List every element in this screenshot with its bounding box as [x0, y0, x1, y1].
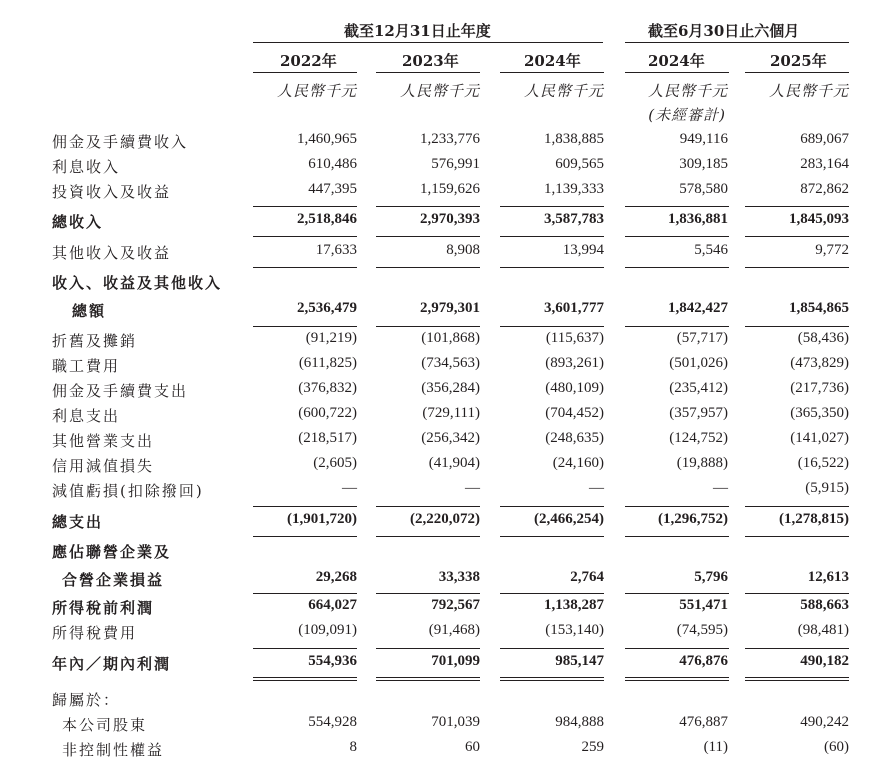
cell-other-operating-expense-1: (256,342) [421, 430, 480, 446]
cell-total-revenue-other-1: 2,979,301 [420, 300, 480, 316]
cell-staff-costs-2: (893,261) [545, 355, 604, 371]
row-label-non-controlling-interests: 非控制性權益 [62, 741, 165, 759]
cell-income-tax-3: (74,595) [676, 622, 728, 638]
rule-below-total-revenue-2 [500, 236, 604, 237]
rule-above-profit-3 [625, 648, 729, 649]
cell-profit-before-tax-0: 664,027 [308, 597, 357, 613]
cell-staff-costs-1: (734,563) [421, 355, 480, 371]
cell-other-income-0: 17,633 [315, 242, 357, 258]
cell-depreciation-3: (57,717) [676, 330, 728, 346]
row-label-depreciation: 折舊及攤銷 [52, 332, 138, 350]
cell-total-revenue-other-3: 1,842,427 [668, 300, 728, 316]
year-rule-2024b [625, 72, 729, 73]
cell-credit-impairment-1: (41,904) [428, 455, 480, 471]
rule-above-profit-4 [745, 648, 849, 649]
cell-commission-expense-1: (356,284) [421, 380, 480, 396]
cell-investment-income-2: 1,139,333 [544, 181, 604, 197]
cell-other-operating-expense-4: (141,027) [790, 430, 849, 446]
cell-total-expenses-2: (2,466,254) [534, 511, 604, 527]
rule-below-other-income-1 [376, 267, 480, 268]
cell-profit-before-tax-3: 551,471 [679, 597, 728, 613]
row-label-share-of-associates: 應佔聯營企業及 [52, 543, 172, 561]
cell-profit-for-period-2: 985,147 [555, 653, 604, 669]
unit-label-2022: 人民幣千元 [276, 82, 357, 100]
unit-label-2024b: 人民幣千元 [647, 82, 728, 100]
cell-staff-costs-4: (473,829) [790, 355, 849, 371]
rule-below-share-associates-4 [745, 593, 849, 594]
cell-commission-expense-2: (480,109) [545, 380, 604, 396]
rule-below-share-associates-1 [376, 593, 480, 594]
row-label-income-tax: 所得稅費用 [52, 624, 138, 642]
cell-commission-expense-4: (217,736) [790, 380, 849, 396]
cell-owners-of-company-4: 490,242 [800, 714, 849, 730]
cell-total-revenue-1: 2,970,393 [420, 211, 480, 227]
cell-impairment-losses-1: — [465, 480, 480, 496]
rule-below-profit-2 [500, 677, 604, 678]
row-label-total-expenses: 總支出 [52, 513, 104, 531]
rule-below-other-income-2 [500, 267, 604, 268]
rule-below-share-associates-2 [500, 593, 604, 594]
rule-below-profit-2 [500, 680, 604, 681]
rule-below-profit-0 [253, 680, 357, 681]
cell-total-revenue-other-0: 2,536,479 [297, 300, 357, 316]
cell-interest-expense-3: (357,957) [669, 405, 728, 421]
cell-interest-expense-1: (729,111) [422, 405, 480, 421]
rule-below-profit-3 [625, 680, 729, 681]
rule-below-total-revenue-other-4 [745, 326, 849, 327]
row-label-commission-expense: 佣金及手續費支出 [52, 382, 189, 400]
row-label-profit-before-tax: 所得稅前利潤 [52, 599, 155, 617]
unit-label-2023: 人民幣千元 [399, 82, 480, 100]
cell-depreciation-4: (58,436) [797, 330, 849, 346]
cell-impairment-losses-3: — [713, 480, 728, 496]
row-label-staff-costs: 職工費用 [52, 357, 121, 375]
cell-profit-for-period-1: 701,099 [431, 653, 480, 669]
cell-total-expenses-0: (1,901,720) [287, 511, 357, 527]
unaudited-label: (未經審計) [648, 106, 726, 124]
cell-credit-impairment-3: (19,888) [676, 455, 728, 471]
rule-above-total-revenue-1 [376, 206, 480, 207]
row-label-profit-for-period: 年內／期內利潤 [52, 655, 172, 673]
cell-total-revenue-other-4: 1,854,865 [789, 300, 849, 316]
cell-total-revenue-other-2: 3,601,777 [544, 300, 604, 316]
year-header-2024b: 2024年 [648, 52, 705, 70]
rule-above-total-expenses-1 [376, 506, 480, 507]
cell-other-income-3: 5,546 [694, 242, 728, 258]
row-label-interest-expense: 利息支出 [52, 407, 121, 425]
cell-interest-expense-0: (600,722) [298, 405, 357, 421]
row-label-other-income: 其他收入及收益 [52, 244, 172, 262]
cell-income-tax-1: (91,468) [428, 622, 480, 638]
rule-below-other-income-0 [253, 267, 357, 268]
cell-owners-of-company-3: 476,887 [679, 714, 728, 730]
rule-below-profit-1 [376, 680, 480, 681]
rule-above-profit-2 [500, 648, 604, 649]
cell-total-expenses-4: (1,278,815) [779, 511, 849, 527]
row-label-commission-income: 佣金及手續費收入 [52, 133, 189, 151]
cell-staff-costs-0: (611,825) [298, 355, 357, 371]
row-label-interest-income: 利息收入 [52, 158, 121, 176]
cell-share-of-associates-3: 5,796 [694, 569, 728, 585]
cell-credit-impairment-0: (2,605) [313, 455, 357, 471]
cell-total-expenses-3: (1,296,752) [658, 511, 728, 527]
row-label-cont-share-of-associates: 合營企業損益 [62, 571, 165, 589]
cell-impairment-losses-4: (5,915) [805, 480, 849, 496]
year-rule-2022 [253, 72, 357, 73]
cell-depreciation-0: (91,219) [305, 330, 357, 346]
cell-interest-income-4: 283,164 [800, 156, 849, 172]
cell-profit-for-period-3: 476,876 [679, 653, 728, 669]
cell-income-tax-2: (153,140) [545, 622, 604, 638]
cell-other-operating-expense-2: (248,635) [545, 430, 604, 446]
year-header-2022: 2022年 [280, 52, 337, 70]
row-label-owners-of-company: 本公司股東 [62, 716, 148, 734]
cell-commission-income-2: 1,838,885 [544, 131, 604, 147]
cell-other-income-4: 9,772 [815, 242, 849, 258]
rule-below-total-expenses-3 [625, 536, 729, 537]
cell-interest-income-0: 610,486 [308, 156, 357, 172]
cell-other-operating-expense-3: (124,752) [669, 430, 728, 446]
cell-profit-for-period-4: 490,182 [800, 653, 849, 669]
cell-impairment-losses-0: — [342, 480, 357, 496]
cell-total-expenses-1: (2,220,072) [410, 511, 480, 527]
rule-below-total-expenses-2 [500, 536, 604, 537]
rule-below-profit-4 [745, 680, 849, 681]
cell-non-controlling-interests-3: (11) [703, 739, 728, 755]
rule-below-total-expenses-1 [376, 536, 480, 537]
row-label-total-revenue-other: 收入、收益及其他收入 [52, 274, 223, 292]
cell-interest-income-3: 309,185 [679, 156, 728, 172]
cell-non-controlling-interests-0: 8 [349, 739, 357, 755]
cell-total-revenue-2: 3,587,783 [544, 211, 604, 227]
cell-other-income-2: 13,994 [562, 242, 604, 258]
cell-commission-income-1: 1,233,776 [420, 131, 480, 147]
cell-profit-for-period-0: 554,936 [308, 653, 357, 669]
rule-below-total-revenue-4 [745, 236, 849, 237]
cell-depreciation-1: (101,868) [421, 330, 480, 346]
cell-staff-costs-3: (501,026) [669, 355, 728, 371]
group-header-six-months: 截至6月30日止六個月 [648, 22, 800, 40]
cell-share-of-associates-2: 2,764 [570, 569, 604, 585]
cell-commission-income-3: 949,116 [679, 131, 728, 147]
unit-label-2025: 人民幣千元 [768, 82, 849, 100]
cell-total-revenue-4: 1,845,093 [789, 211, 849, 227]
rule-below-profit-1 [376, 677, 480, 678]
rule-above-profit-0 [253, 648, 357, 649]
rule-below-total-revenue-0 [253, 236, 357, 237]
cell-interest-income-2: 609,565 [555, 156, 604, 172]
cell-non-controlling-interests-4: (60) [824, 739, 849, 755]
rule-above-total-revenue-3 [625, 206, 729, 207]
rule-above-total-revenue-0 [253, 206, 357, 207]
rule-above-total-revenue-2 [500, 206, 604, 207]
rule-below-other-income-3 [625, 267, 729, 268]
cell-share-of-associates-0: 29,268 [315, 569, 357, 585]
row-label-impairment-losses: 減值虧損(扣除撥回) [52, 482, 204, 500]
rule-above-total-expenses-3 [625, 506, 729, 507]
cell-owners-of-company-0: 554,928 [308, 714, 357, 730]
year-rule-2025 [745, 72, 849, 73]
cell-share-of-associates-4: 12,613 [807, 569, 849, 585]
rule-above-total-expenses-4 [745, 506, 849, 507]
group-header-year-ended: 截至12月31日止年度 [344, 22, 491, 40]
rule-below-total-revenue-other-1 [376, 326, 480, 327]
cell-commission-expense-3: (235,412) [669, 380, 728, 396]
rule-above-profit-1 [376, 648, 480, 649]
cell-other-income-1: 8,908 [446, 242, 480, 258]
rule-above-total-expenses-2 [500, 506, 604, 507]
cell-non-controlling-interests-2: 259 [581, 739, 604, 755]
cell-credit-impairment-2: (24,160) [552, 455, 604, 471]
rule-below-total-revenue-1 [376, 236, 480, 237]
cell-impairment-losses-2: — [589, 480, 604, 496]
cell-owners-of-company-2: 984,888 [555, 714, 604, 730]
rule-below-total-expenses-4 [745, 536, 849, 537]
row-label-attributable-to: 歸屬於： [52, 691, 121, 709]
rule-above-total-revenue-4 [745, 206, 849, 207]
rule-below-profit-0 [253, 677, 357, 678]
cell-interest-expense-2: (704,452) [545, 405, 604, 421]
row-label-other-operating-expense: 其他營業支出 [52, 432, 155, 450]
cell-credit-impairment-4: (16,522) [797, 455, 849, 471]
unit-label-2024a: 人民幣千元 [523, 82, 604, 100]
cell-share-of-associates-1: 33,338 [438, 569, 480, 585]
rule-below-share-associates-0 [253, 593, 357, 594]
cell-investment-income-4: 872,862 [800, 181, 849, 197]
year-rule-2024a [500, 72, 604, 73]
year-header-2023: 2023年 [402, 52, 459, 70]
cell-non-controlling-interests-1: 60 [465, 739, 480, 755]
row-label-credit-impairment: 信用減值損失 [52, 457, 155, 475]
year-header-2024a: 2024年 [524, 52, 581, 70]
rule-below-profit-4 [745, 677, 849, 678]
cell-owners-of-company-1: 701,039 [431, 714, 480, 730]
rule-below-total-expenses-0 [253, 536, 357, 537]
cell-commission-income-4: 689,067 [800, 131, 849, 147]
group-rule-year-ended [253, 42, 603, 43]
cell-commission-income-0: 1,460,965 [297, 131, 357, 147]
cell-interest-income-1: 576,991 [431, 156, 480, 172]
cell-other-operating-expense-0: (218,517) [298, 430, 357, 446]
cell-income-tax-0: (109,091) [298, 622, 357, 638]
cell-investment-income-1: 1,159,626 [420, 181, 480, 197]
row-label-investment-income: 投資收入及收益 [52, 183, 172, 201]
rule-below-share-associates-3 [625, 593, 729, 594]
group-rule-six-months [625, 42, 849, 43]
cell-investment-income-0: 447,395 [308, 181, 357, 197]
cell-total-revenue-3: 1,836,881 [668, 211, 728, 227]
rule-below-total-revenue-other-0 [253, 326, 357, 327]
rule-below-total-revenue-other-2 [500, 326, 604, 327]
cell-commission-expense-0: (376,832) [298, 380, 357, 396]
year-header-2025: 2025年 [770, 52, 827, 70]
rule-below-other-income-4 [745, 267, 849, 268]
rule-below-total-revenue-3 [625, 236, 729, 237]
year-rule-2023 [376, 72, 480, 73]
rule-below-total-revenue-other-3 [625, 326, 729, 327]
rule-below-profit-3 [625, 677, 729, 678]
row-label-cont-total-revenue-other: 總額 [72, 302, 107, 320]
cell-income-tax-4: (98,481) [797, 622, 849, 638]
cell-profit-before-tax-2: 1,138,287 [544, 597, 604, 613]
cell-profit-before-tax-1: 792,567 [431, 597, 480, 613]
cell-depreciation-2: (115,637) [545, 330, 604, 346]
row-label-total-revenue: 總收入 [52, 213, 104, 231]
cell-profit-before-tax-4: 588,663 [800, 597, 849, 613]
cell-interest-expense-4: (365,350) [790, 405, 849, 421]
cell-investment-income-3: 578,580 [679, 181, 728, 197]
cell-total-revenue-0: 2,518,846 [297, 211, 357, 227]
rule-above-total-expenses-0 [253, 506, 357, 507]
